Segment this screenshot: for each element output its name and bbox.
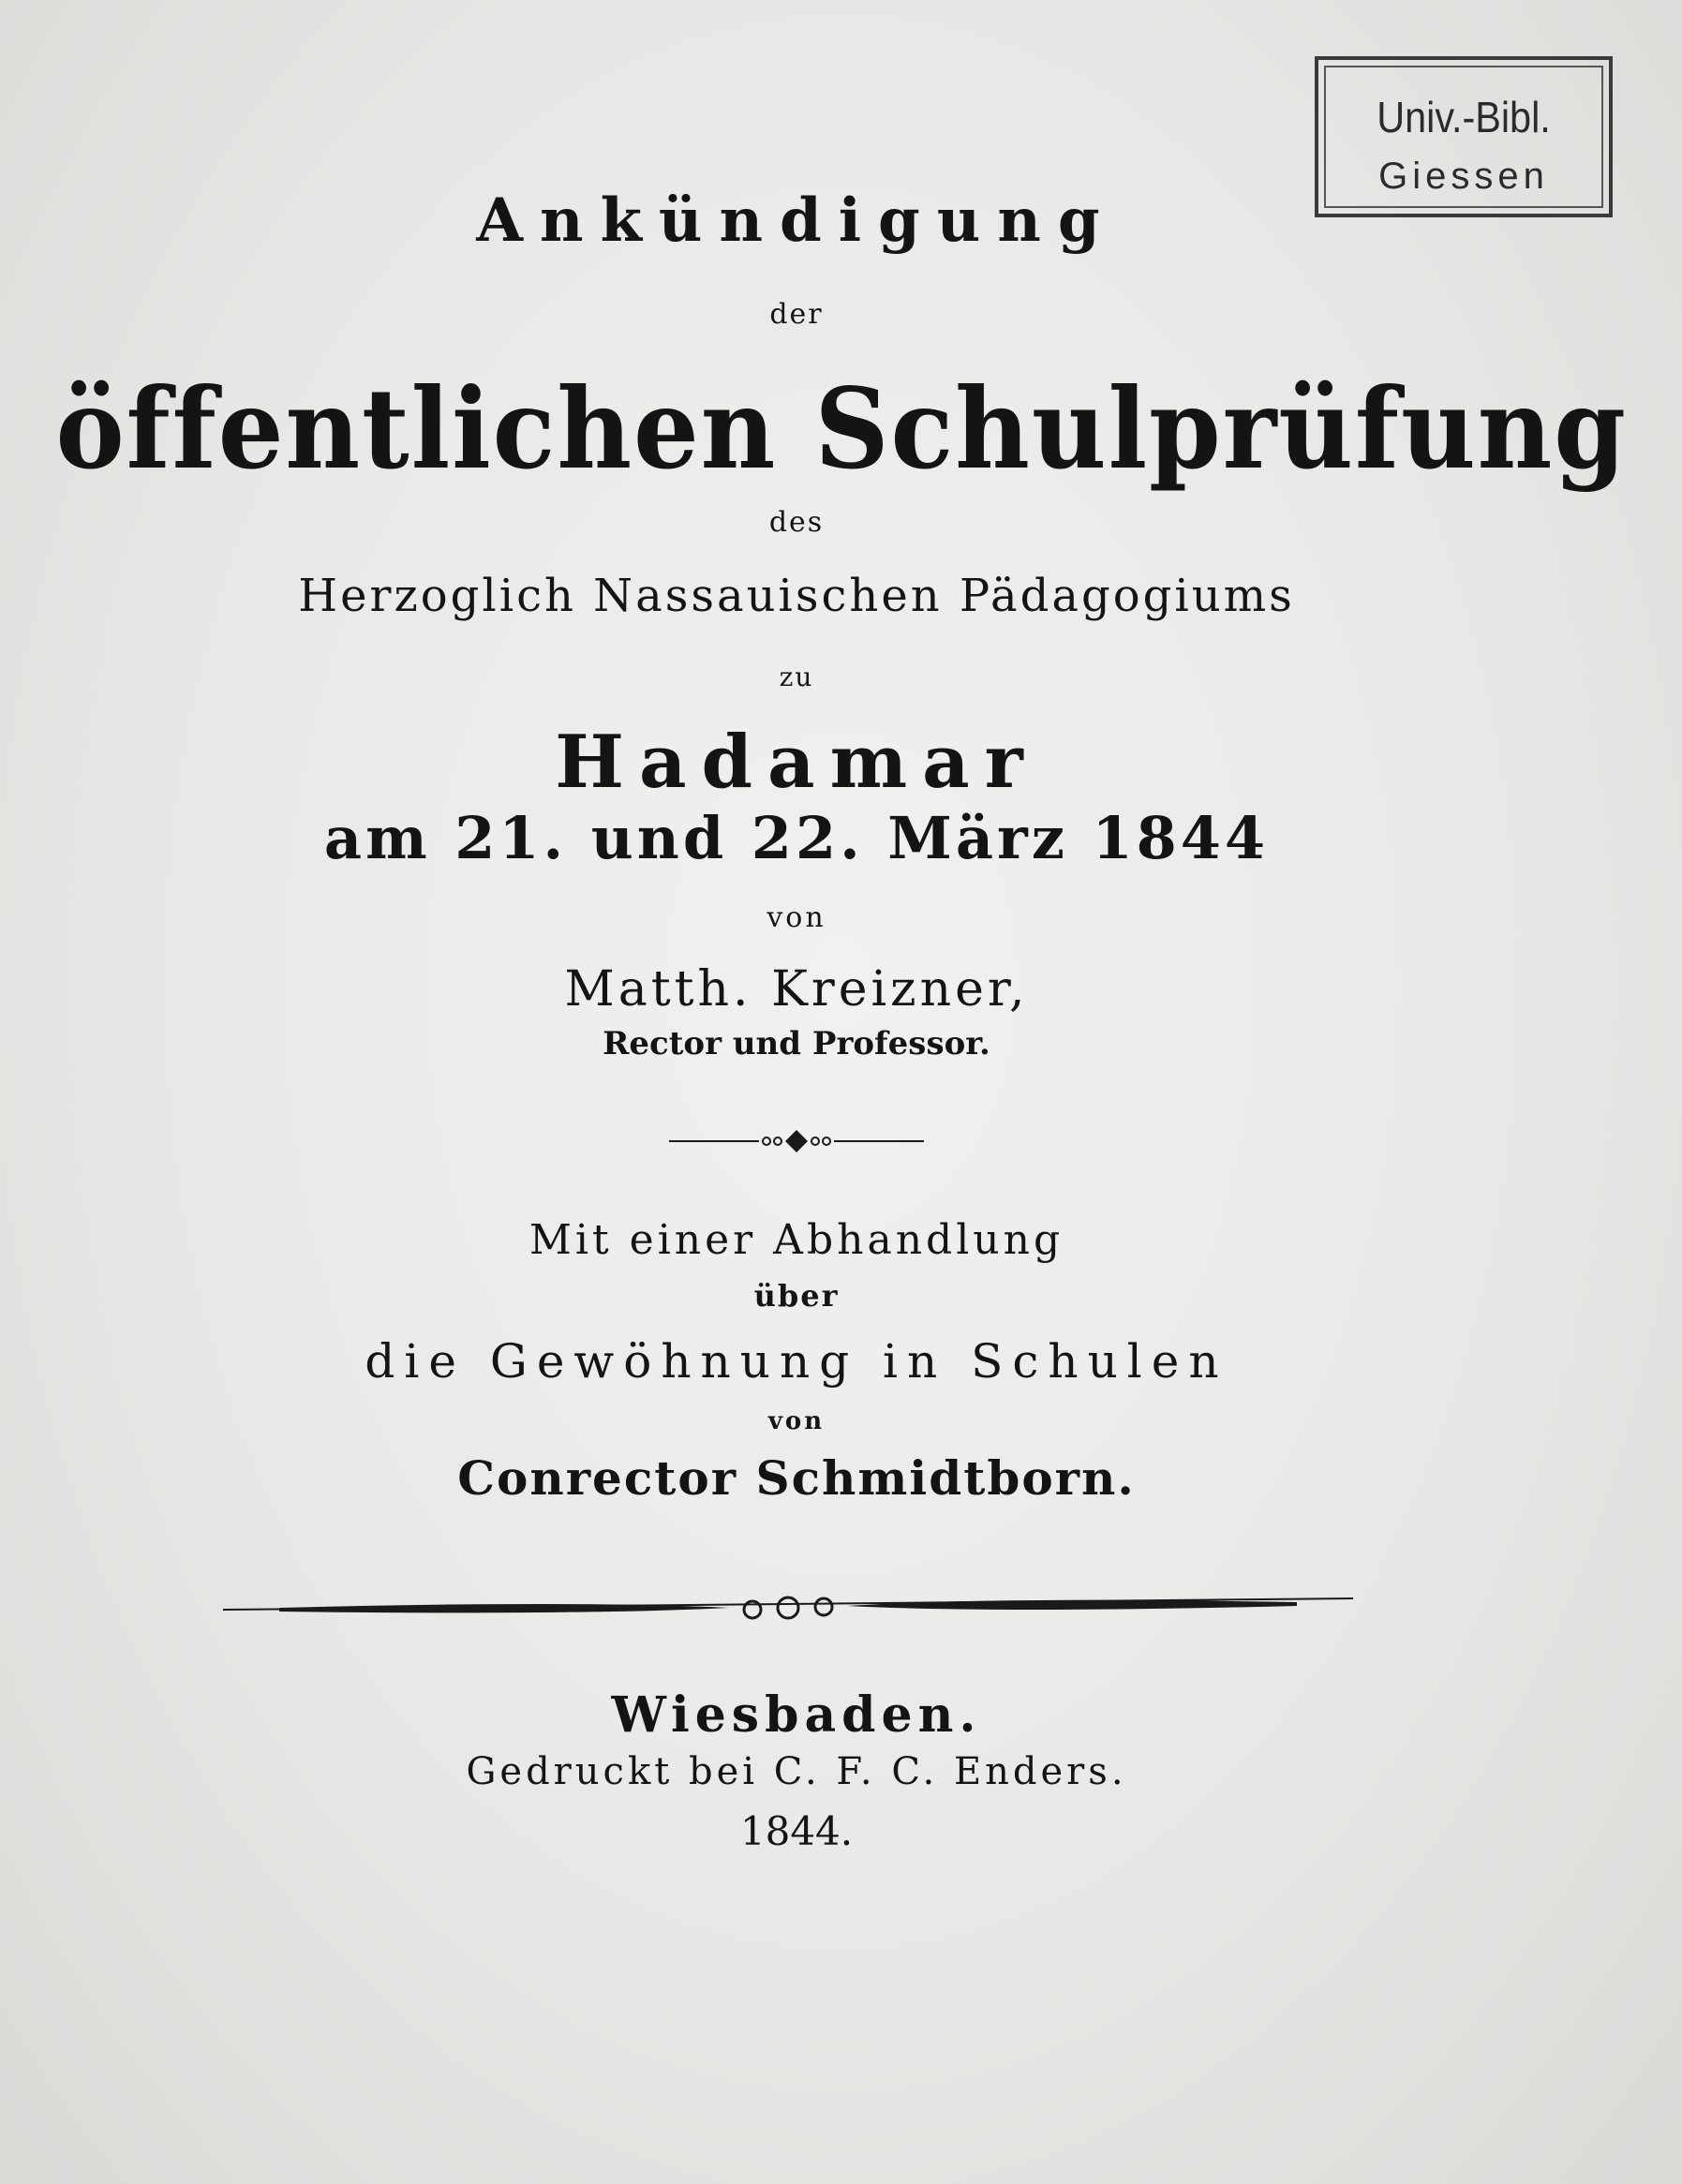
treatise-author: Conrector Schmidtborn. [457, 1450, 1136, 1506]
exam-date: am 21. und 22. März 1844 [323, 804, 1270, 872]
institution-name: Herzoglich Nassauischen Pädagogiums [298, 570, 1295, 622]
stamp-line-1: Univ.-Bibl. [1377, 93, 1551, 141]
treatise-topic: die Gewöhnung in Schulen [365, 1334, 1228, 1389]
small-ornament-rule [665, 1124, 928, 1158]
heading-des: des [768, 506, 825, 539]
heading-announcement: Ankündigung [476, 186, 1117, 256]
heading-zu: zu [779, 661, 814, 692]
author-name: Matth. Kreizner, [564, 961, 1029, 1018]
treatise-ueber: über [753, 1278, 840, 1314]
place-name: Hadamar [555, 720, 1038, 805]
author-role: Rector und Professor. [603, 1025, 990, 1062]
imprint-year: 1844. [739, 1808, 854, 1854]
treatise-von: von [767, 1407, 826, 1435]
imprint-printer: Gedruckt bei C. F. C. Enders. [466, 1750, 1127, 1793]
page-title: öffentlichen Schulprüfung [55, 364, 1628, 494]
imprint-city: Wiesbaden. [611, 1686, 982, 1744]
heading-der: der [769, 298, 824, 331]
large-ornament-rule [223, 1587, 1353, 1632]
author-von: von [767, 901, 826, 934]
stamp-line-2: Giessen [1378, 156, 1549, 197]
treatise-intro: Mit einer Abhandlung [528, 1216, 1064, 1264]
